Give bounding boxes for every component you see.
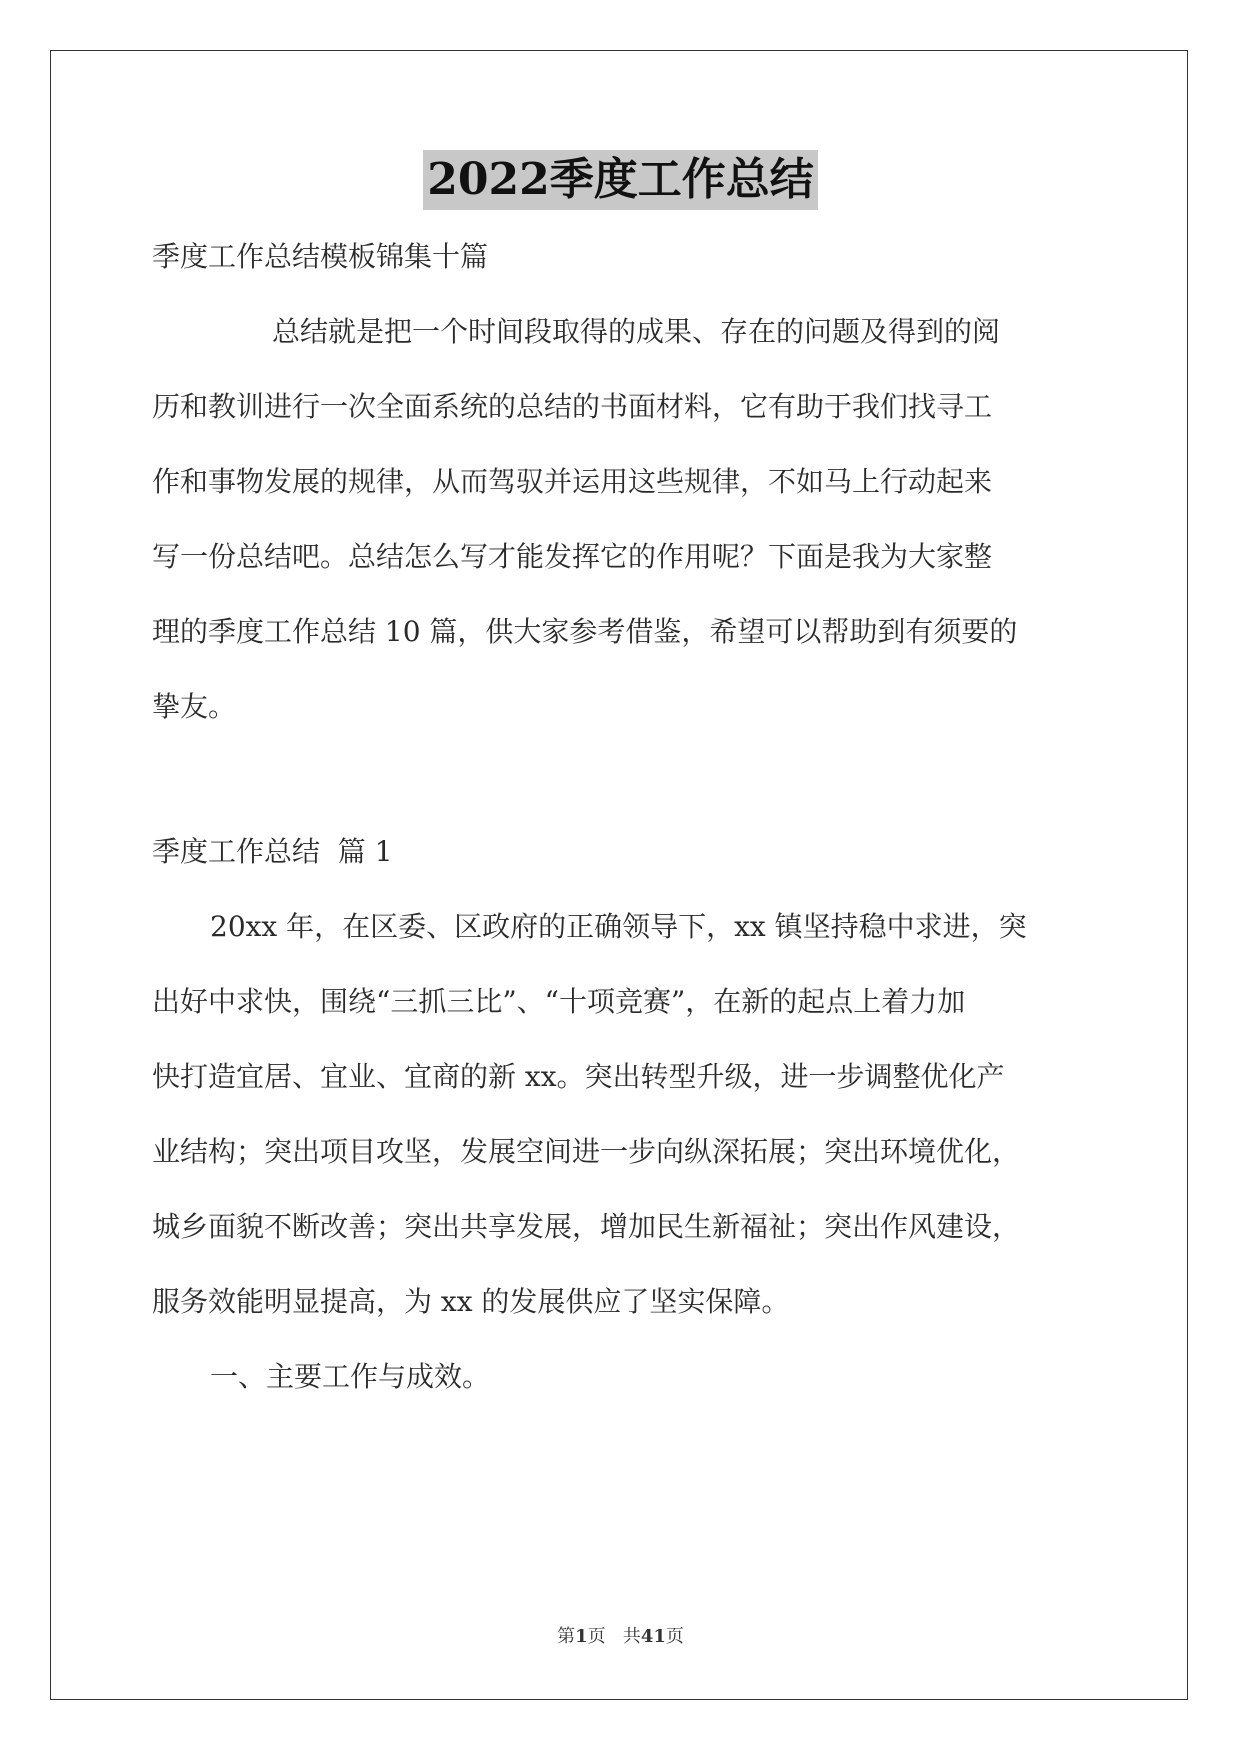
page-border xyxy=(50,50,1188,1700)
document-subtitle: 季度工作总结模板锦集十篇 xyxy=(152,240,489,273)
section-heading: 季度工作总结 篇 1 xyxy=(152,835,393,868)
body-line-4: 业结构；突出项目攻坚，发展空间进一步向纵深拓展；突出环境优化， xyxy=(152,1135,1021,1168)
title-container xyxy=(0,150,1241,210)
intro-line-5: 理的季度工作总结 10 篇，供大家参考借鉴，希望可以帮助到有须要的 xyxy=(152,615,1018,648)
body-line-2: 出好中求快，围绕“三抓三比”、“十项竞赛”，在新的起点上着力加 xyxy=(152,985,966,1018)
footer-current-page: 1 xyxy=(575,1626,588,1647)
body-line-3: 快打造宜居、宜业、宜商的新 xx。突出转型升级，进一步调整优化产 xyxy=(152,1060,1005,1093)
footer-total-prefix: 共 xyxy=(622,1626,641,1647)
body-line-5: 城乡面貌不断改善；突出共享发展，增加民生新福祉；突出作风建设， xyxy=(152,1210,1021,1243)
intro-line-2: 历和教训进行一次全面系统的总结的书面材料，它有助于我们找寻工 xyxy=(152,390,993,423)
intro-line-6: 挚友。 xyxy=(152,690,237,723)
body-line-6: 服务效能明显提高，为 xx 的发展供应了坚实保障。 xyxy=(152,1285,790,1318)
page-footer xyxy=(0,1625,1241,1649)
sub-heading: 一、主要工作与成效。 xyxy=(210,1360,491,1393)
footer-total-suffix: 页 xyxy=(665,1626,684,1647)
intro-line-4: 写一份总结吧。总结怎么写才能发挥它的作用呢？下面是我为大家整 xyxy=(152,540,993,573)
footer-page-suffix: 页 xyxy=(587,1626,606,1647)
footer-total-pages: 41 xyxy=(640,1626,666,1647)
intro-line-1: 总结就是把一个时间段取得的成果、存在的问题及得到的阅 xyxy=(272,315,1001,348)
footer-prefix: 第 xyxy=(557,1626,576,1647)
body-line-1: 20xx 年，在区委、区政府的正确领导下，xx 镇坚持稳中求进，突 xyxy=(210,910,1027,943)
intro-line-3: 作和事物发展的规律，从而驾驭并运用这些规律，不如马上行动起来 xyxy=(152,465,993,498)
document-title: 2022季度工作总结 xyxy=(423,150,817,210)
